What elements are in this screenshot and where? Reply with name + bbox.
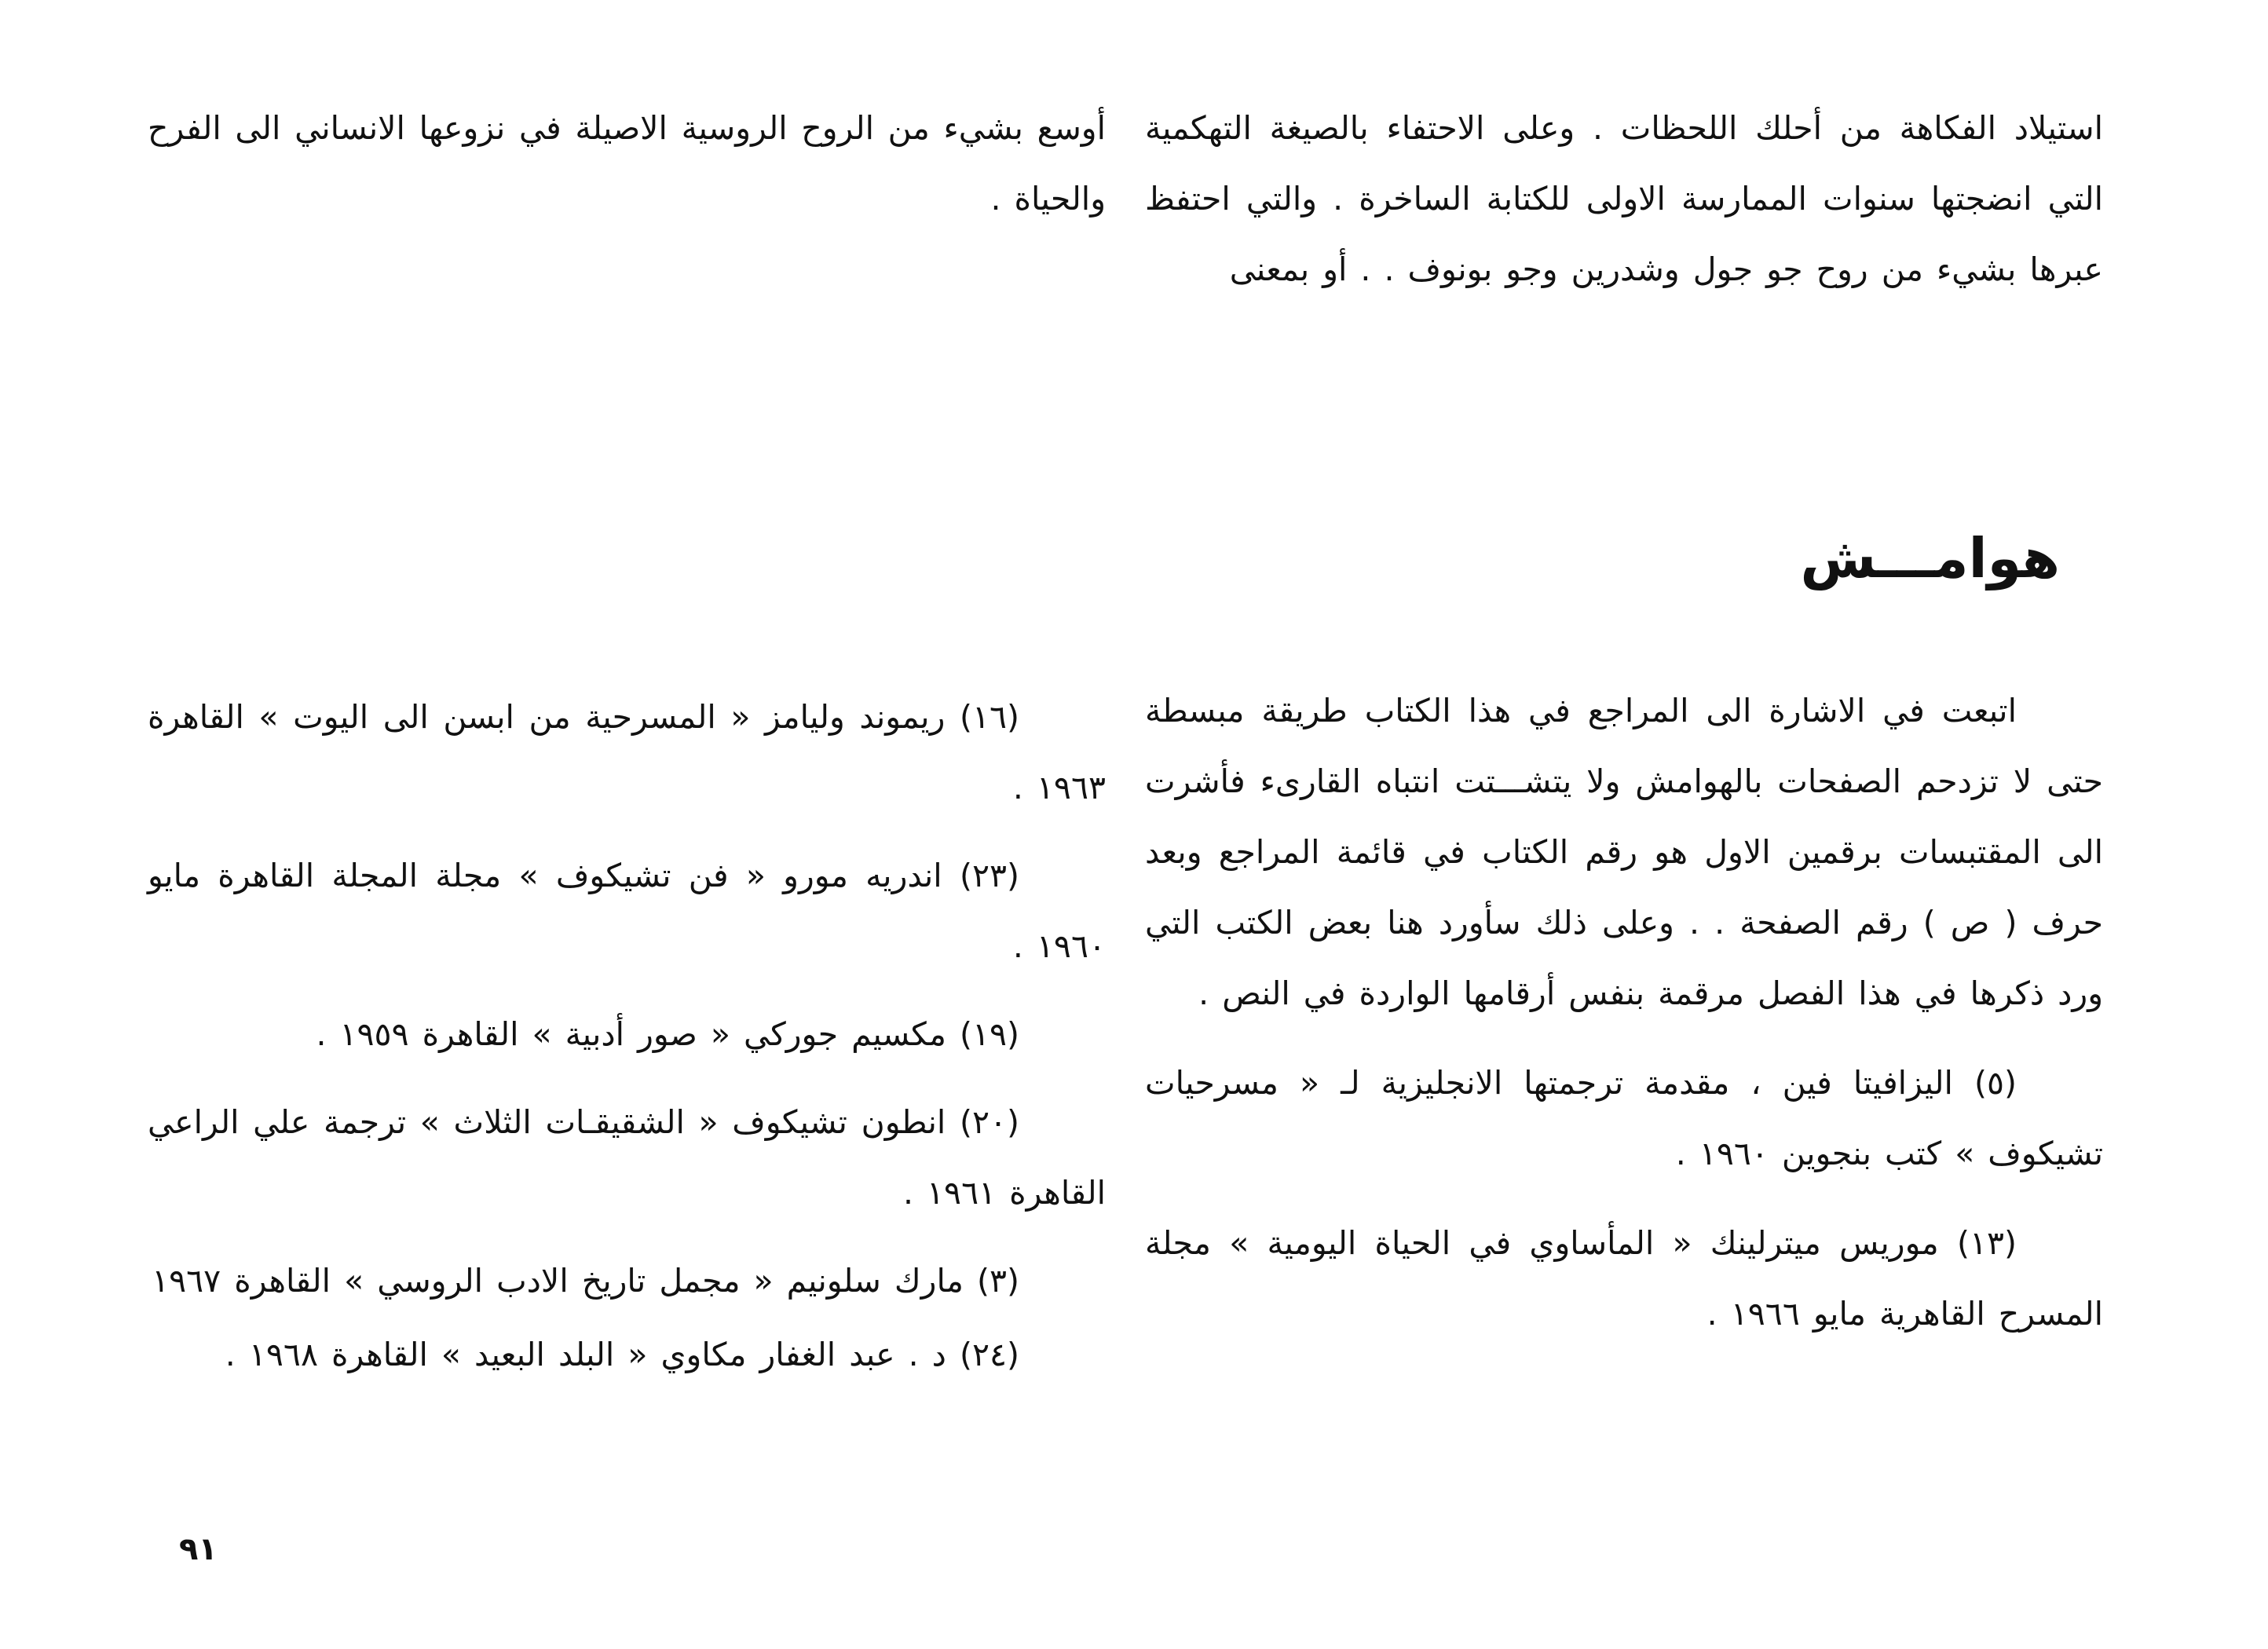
footnote-item: (٢٣) اندريه مورو « فن تشيكوف » مجلة المجلة القاهرة مايو ١٩٦٠ . <box>148 857 1106 965</box>
footnote-item: (١٦) ريموند وليامز « المسرحية من ابسن الى اليوت » القاهرة ١٩٦٣ . <box>148 698 1106 806</box>
top-left-text-block <box>148 93 1106 234</box>
top-right-text-block <box>1145 93 2103 305</box>
footnotes-left-column <box>148 682 1106 1390</box>
footnote-item: (١٩) مكسيم جوركي « صور أدبية » القاهرة ١٩٥٩ . <box>316 1015 1019 1053</box>
footnotes-right-column <box>1145 675 2103 1349</box>
continuation-paragraph: استيلاد الفكاهة من أحلك اللحظات . وعلى الاحتفاء بالصيغة التهكمية التي انضجتها سنوات الممارسة الاولى للكتابة الساخرة . والتي احتفظ عبرها بشيء من روح جو جول وشدرين وجو بونوف . . أو بمعنى <box>1145 109 2103 288</box>
footnote-item: (٢٤) د . عبد الغفار مكاوي « البلد البعيد » القاهرة ١٩٦٨ . <box>225 1336 1019 1373</box>
footnote-item: (٥) اليزافيتا فين ، مقدمة ترجمتها الانجليزية لـ « مسرحيات تشيكوف » كتب بنجوين ١٩٦٠ . <box>1145 1064 2103 1172</box>
section-heading: هوامـــش <box>1800 526 2060 590</box>
page-number: ٩١ <box>179 1531 218 1567</box>
footnote-item: (١٣) موريس ميترلينك « المأساوي في الحياة اليومية » مجلة المسرح القاهرية مايو ١٩٦٦ . <box>1145 1224 2103 1333</box>
footnote-item: (٣) مارك سلونيم « مجمل تاريخ الادب الروسي » القاهرة ١٩٦٧ <box>152 1262 1019 1300</box>
continuation-paragraph-end: أوسع بشيء من الروح الروسية الاصيلة في نزوعها الانساني الى الفرح والحياة . <box>148 109 1106 218</box>
footnotes-intro: اتبعت في الاشارة الى المراجع في هذا الكتاب طريقة مبسطة حتى لا تزدحم الصفحات بالهوامش ولا يتشـــتت انتباه القارىء فأشرت الى المقتبسات برقمين الاول هو رقم الكتاب في قائمة المراجع وبعد حرف ( ص ) رقم الصفحة . . وعلى ذلك سأورد هنا بعض الكتب التي ورد ذكرها في هذا الفصل مرقمة بنفس أرقامها الواردة في النص . <box>1145 692 2103 1012</box>
footnote-item: (٢٠) انطون تشيكوف « الشقيقـات الثلاث » ترجمة علي الراعي القاهرة ١٩٦١ . <box>148 1103 1106 1212</box>
